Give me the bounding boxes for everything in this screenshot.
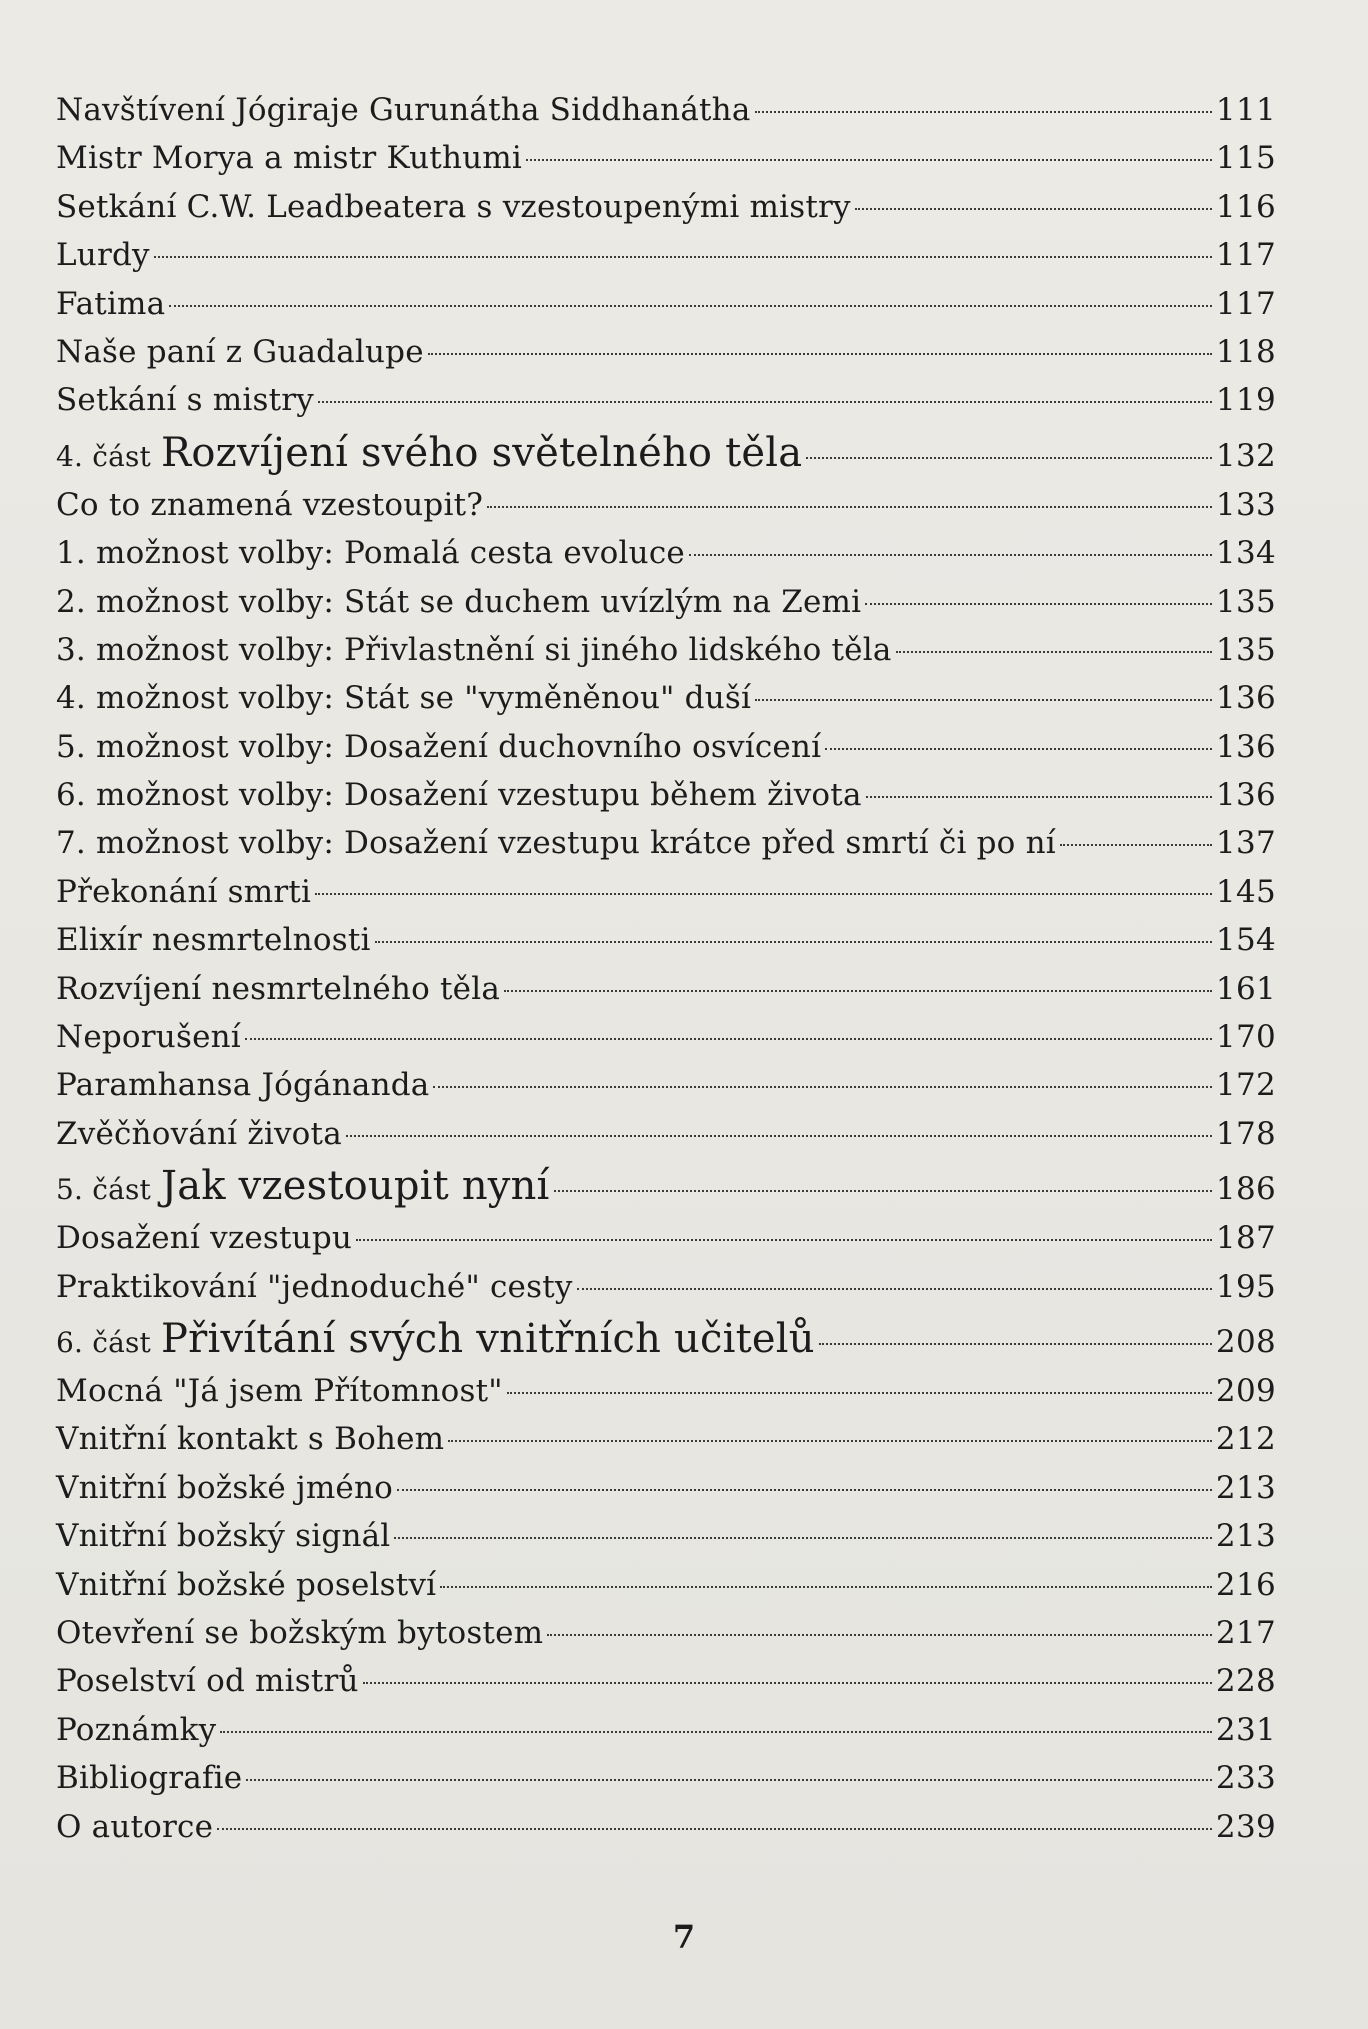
toc-entry-title: 2. možnost volby: Stát se duchem uvízlým na Zemi	[56, 583, 862, 620]
toc-dot-leader	[507, 1392, 1212, 1394]
toc-part-title: Rozvíjení svého světelného těla	[161, 429, 803, 476]
toc-entry-title: 4. možnost volby: Stát se "vyměněnou" duší	[56, 680, 752, 717]
toc-dot-leader	[356, 1239, 1212, 1241]
toc-entry-title: Mocná "Já jsem Přítomnost"	[56, 1372, 503, 1409]
toc-entry-title: Zvěčňování života	[56, 1115, 342, 1152]
toc-entry-title: Poznámky	[56, 1711, 217, 1748]
toc-dot-leader	[394, 1537, 1212, 1539]
toc-page-number: 136	[1215, 728, 1276, 765]
toc-page-number: 233	[1215, 1760, 1276, 1797]
toc-entry	[56, 1609, 1276, 1657]
toc-part-heading	[56, 1311, 1276, 1367]
toc-entry-title: O autorce	[56, 1808, 214, 1845]
toc-entry	[56, 1214, 1276, 1262]
toc-entry	[56, 481, 1276, 529]
toc-entry-title: Vnitřní božský signál	[56, 1518, 391, 1555]
toc-page-number: 239	[1215, 1808, 1276, 1845]
toc-entry-title: Setkání C.W. Leadbeatera s vzestoupenými mistry	[56, 188, 851, 225]
toc-page-number: 119	[1215, 382, 1276, 419]
toc-page-number: 212	[1215, 1421, 1276, 1458]
toc-page-number: 187	[1215, 1220, 1276, 1257]
toc-entry	[56, 1415, 1276, 1463]
toc-entry-title: Poselství od mistrů	[56, 1663, 359, 1700]
toc-dot-leader	[315, 893, 1212, 895]
toc-page-number: 216	[1215, 1566, 1276, 1603]
toc-page-number: 134	[1215, 535, 1276, 572]
toc-entry	[56, 1803, 1276, 1851]
toc-entry	[56, 1013, 1276, 1061]
toc-part-label: 5. část	[56, 1173, 152, 1207]
toc-entry	[56, 86, 1276, 134]
toc-entry-title: Naše paní z Guadalupe	[56, 333, 424, 370]
toc-part-label: 6. část	[56, 1325, 152, 1359]
toc-entry-title: Lurdy	[56, 237, 150, 274]
toc-entry-title: Navštívení Jógiraje Gurunátha Siddhanátha	[56, 92, 751, 128]
toc-entry-title: Vnitřní božské jméno	[56, 1469, 393, 1506]
toc-page-number: 118	[1215, 333, 1276, 370]
toc-page-number: 117	[1215, 237, 1276, 274]
toc-page-number: 231	[1215, 1711, 1276, 1748]
toc-page-number: 133	[1215, 486, 1276, 523]
toc-entry	[56, 578, 1276, 626]
toc-entry	[56, 1263, 1276, 1311]
toc-dot-leader	[440, 1586, 1212, 1588]
toc-entry-title: Dosažení vzestupu	[56, 1220, 353, 1257]
toc-page-number: 154	[1215, 922, 1276, 959]
toc-part-heading	[56, 425, 1276, 481]
toc-dot-leader	[755, 699, 1212, 701]
toc-entry-title: 6. možnost volby: Dosažení vzestupu během života	[56, 777, 862, 814]
toc-dot-leader	[806, 457, 1212, 459]
toc-dot-leader	[855, 208, 1212, 210]
toc-page-number: 186	[1215, 1171, 1276, 1208]
toc-entry-title: 7. možnost volby: Dosažení vzestupu krátce před smrtí či po ní	[56, 825, 1056, 862]
toc-entry-title: Fatima	[56, 285, 166, 322]
toc-dot-leader	[504, 990, 1212, 992]
toc-page-number: 172	[1215, 1067, 1276, 1104]
table-of-contents	[56, 86, 1276, 1851]
toc-entry-title: 3. možnost volby: Přivlastnění si jiného lidského těla	[56, 631, 892, 668]
toc-entry-title: Bibliografie	[56, 1760, 243, 1797]
page-number: 7	[672, 1918, 696, 1956]
toc-dot-leader	[375, 941, 1212, 943]
toc-entry	[56, 134, 1276, 182]
toc-dot-leader	[825, 748, 1212, 750]
toc-dot-leader	[154, 256, 1212, 258]
toc-entry-title: Praktikování "jednoduché" cesty	[56, 1268, 573, 1305]
toc-dot-leader	[1060, 844, 1212, 846]
toc-page-number: 117	[1215, 285, 1276, 322]
toc-entry-title	[56, 1158, 550, 1218]
toc-dot-leader	[526, 159, 1212, 161]
toc-page-number: 170	[1215, 1019, 1276, 1056]
toc-entry	[56, 1061, 1276, 1109]
toc-dot-leader	[819, 1343, 1212, 1345]
toc-entry	[56, 1512, 1276, 1560]
toc-dot-leader	[689, 554, 1212, 556]
toc-part-heading	[56, 1158, 1276, 1214]
toc-page-number: 178	[1215, 1115, 1276, 1152]
toc-entry-title: Paramhansa Jógánanda	[56, 1067, 430, 1104]
toc-entry-title: Vnitřní kontakt s Bohem	[56, 1421, 445, 1458]
toc-page-number: 208	[1215, 1323, 1276, 1360]
toc-page-number: 136	[1215, 777, 1276, 814]
toc-entry-title: Mistr Morya a mistr Kuthumi	[56, 140, 522, 177]
toc-entry	[56, 868, 1276, 916]
toc-page-number: 137	[1215, 825, 1276, 862]
toc-dot-leader	[246, 1779, 1212, 1781]
toc-page-number: 217	[1215, 1614, 1276, 1651]
toc-entry	[56, 1657, 1276, 1705]
toc-page-number: 213	[1215, 1518, 1276, 1555]
toc-dot-leader	[346, 1135, 1212, 1137]
toc-entry	[56, 1110, 1276, 1158]
toc-entry-title: Setkání s mistry	[56, 382, 315, 419]
toc-entry	[56, 771, 1276, 819]
toc-dot-leader	[318, 401, 1212, 403]
toc-dot-leader	[220, 1731, 1212, 1733]
toc-page-number: 228	[1215, 1663, 1276, 1700]
toc-dot-leader	[577, 1288, 1212, 1290]
toc-dot-leader	[896, 651, 1212, 653]
toc-dot-leader	[428, 353, 1212, 355]
toc-entry-title: Co to znamená vzestoupit?	[56, 486, 484, 523]
toc-page-number: 195	[1215, 1268, 1276, 1305]
toc-part-title: Přivítání svých vnitřních učitelů	[161, 1315, 815, 1362]
toc-entry	[56, 723, 1276, 771]
toc-dot-leader	[363, 1682, 1212, 1684]
toc-page-number: 213	[1215, 1469, 1276, 1506]
toc-entry	[56, 529, 1276, 577]
toc-page-number: 132	[1215, 437, 1276, 474]
toc-dot-leader	[169, 305, 1212, 307]
toc-entry-title: Vnitřní božské poselství	[56, 1566, 437, 1603]
toc-entry	[56, 1754, 1276, 1802]
toc-part-title: Jak vzestoupit nyní	[161, 1163, 550, 1210]
toc-dot-leader	[448, 1440, 1212, 1442]
toc-dot-leader	[245, 1038, 1212, 1040]
toc-entry	[56, 819, 1276, 867]
toc-dot-leader	[487, 506, 1212, 508]
toc-entry	[56, 965, 1276, 1013]
toc-entry-title: Elixír nesmrtelnosti	[56, 922, 371, 959]
toc-page-number: 136	[1215, 680, 1276, 717]
toc-entry-title: Rozvíjení nesmrtelného těla	[56, 970, 501, 1007]
toc-entry-title: Překonání smrti	[56, 873, 312, 910]
toc-entry	[56, 328, 1276, 376]
toc-page-number: 209	[1215, 1372, 1276, 1409]
toc-page-number: 135	[1215, 631, 1276, 668]
toc-entry	[56, 280, 1276, 328]
toc-entry-title	[56, 1311, 815, 1371]
toc-dot-leader	[865, 603, 1212, 605]
toc-dot-leader	[554, 1190, 1212, 1192]
toc-entry	[56, 1464, 1276, 1512]
toc-entry-title: Otevření se božským bytostem	[56, 1614, 544, 1651]
toc-page-number: 111	[1215, 92, 1276, 128]
toc-entry-title	[56, 425, 802, 485]
toc-entry	[56, 231, 1276, 279]
toc-dot-leader	[866, 796, 1212, 798]
toc-entry	[56, 1367, 1276, 1415]
toc-entry	[56, 183, 1276, 231]
toc-page-number: 145	[1215, 873, 1276, 910]
toc-dot-leader	[755, 111, 1212, 113]
toc-entry-title: 5. možnost volby: Dosažení duchovního osvícení	[56, 728, 822, 765]
toc-entry	[56, 1561, 1276, 1609]
toc-dot-leader	[397, 1489, 1212, 1491]
toc-entry	[56, 626, 1276, 674]
toc-entry-title: 1. možnost volby: Pomalá cesta evoluce	[56, 535, 685, 572]
toc-entry	[56, 916, 1276, 964]
toc-entry-title: Neporušení	[56, 1019, 241, 1056]
toc-entry	[56, 674, 1276, 722]
toc-part-label: 4. část	[56, 439, 152, 473]
toc-entry	[56, 376, 1276, 424]
toc-page-number: 115	[1215, 140, 1276, 177]
toc-page-number: 135	[1215, 583, 1276, 620]
toc-dot-leader	[217, 1828, 1212, 1830]
toc-entry	[56, 1706, 1276, 1754]
toc-page-number: 161	[1215, 970, 1276, 1007]
toc-dot-leader	[547, 1634, 1212, 1636]
toc-dot-leader	[433, 1086, 1211, 1088]
toc-page-number: 116	[1215, 188, 1276, 225]
